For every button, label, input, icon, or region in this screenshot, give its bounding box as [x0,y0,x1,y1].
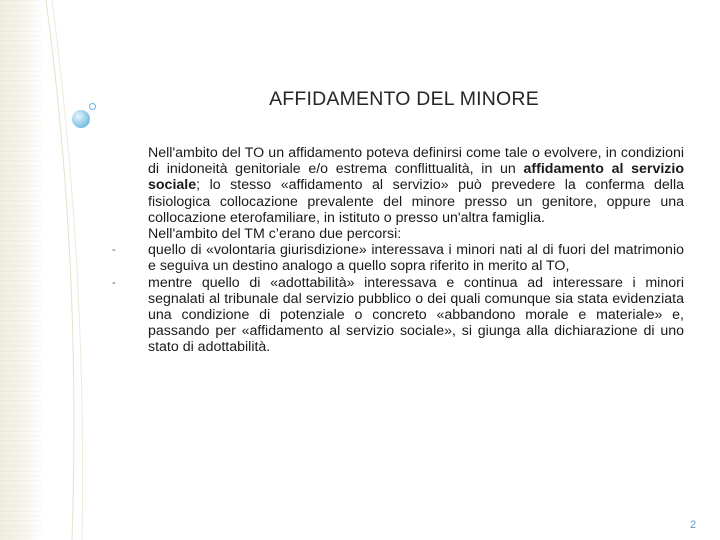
bullet-item-2 [112,274,684,356]
body-paragraph-2: Nell'ambito del TM c’erano due percorsi: [148,226,402,243]
bullet-item-2-text: mentre quello di «adottabilità» interessava e continua ad interessare i minori segnalati al tribunale dal servizio pubblico o dei quali comunque sia stata evidenziata una condizione di potenziale o concreto «abbandono morale e materiale» e, passando per «affidamento al servizio sociale», si giunga alla dichiarazione di uno stato di adottabilità. [148,274,684,356]
page-number: 2 [690,519,697,531]
paragraph-1-bold-text: affidamento al servizio sociale [148,161,684,194]
slide-title: AFFIDAMENTO DEL MINORE [269,88,539,110]
bullet-item-1 [112,242,684,275]
decorative-bubble-large [72,110,90,128]
bullet-dash: - [112,276,116,289]
body-paragraph-1 [148,145,684,226]
bullet-dash: - [112,244,116,257]
slide-body [112,145,684,356]
paragraph-1-text-before: Nell'ambito del TO un affidamento poteva definirsi come tale o evolvere, in condizioni di inidoneità genitoriale e/o estrema conflittualità, in un [148,145,684,178]
bullet-item-1-text: quello di «volontaria giurisdizione» interessava i minori nati al di fuori del matrimonio e seguiva un destino analogo a quello sopra riferito in merito al TO, [148,242,684,275]
decorative-curve-line [42,0,92,540]
decorative-side-strip [0,0,42,540]
paragraph-1-text-after: ; lo stesso «affidamento al servizio» può prevedere la conferma della fisiologica collocazione prevalente del minore presso un genitore, oppure una collocazione eterofamiliare, in istituto o presso un'altra famiglia. [148,177,684,226]
